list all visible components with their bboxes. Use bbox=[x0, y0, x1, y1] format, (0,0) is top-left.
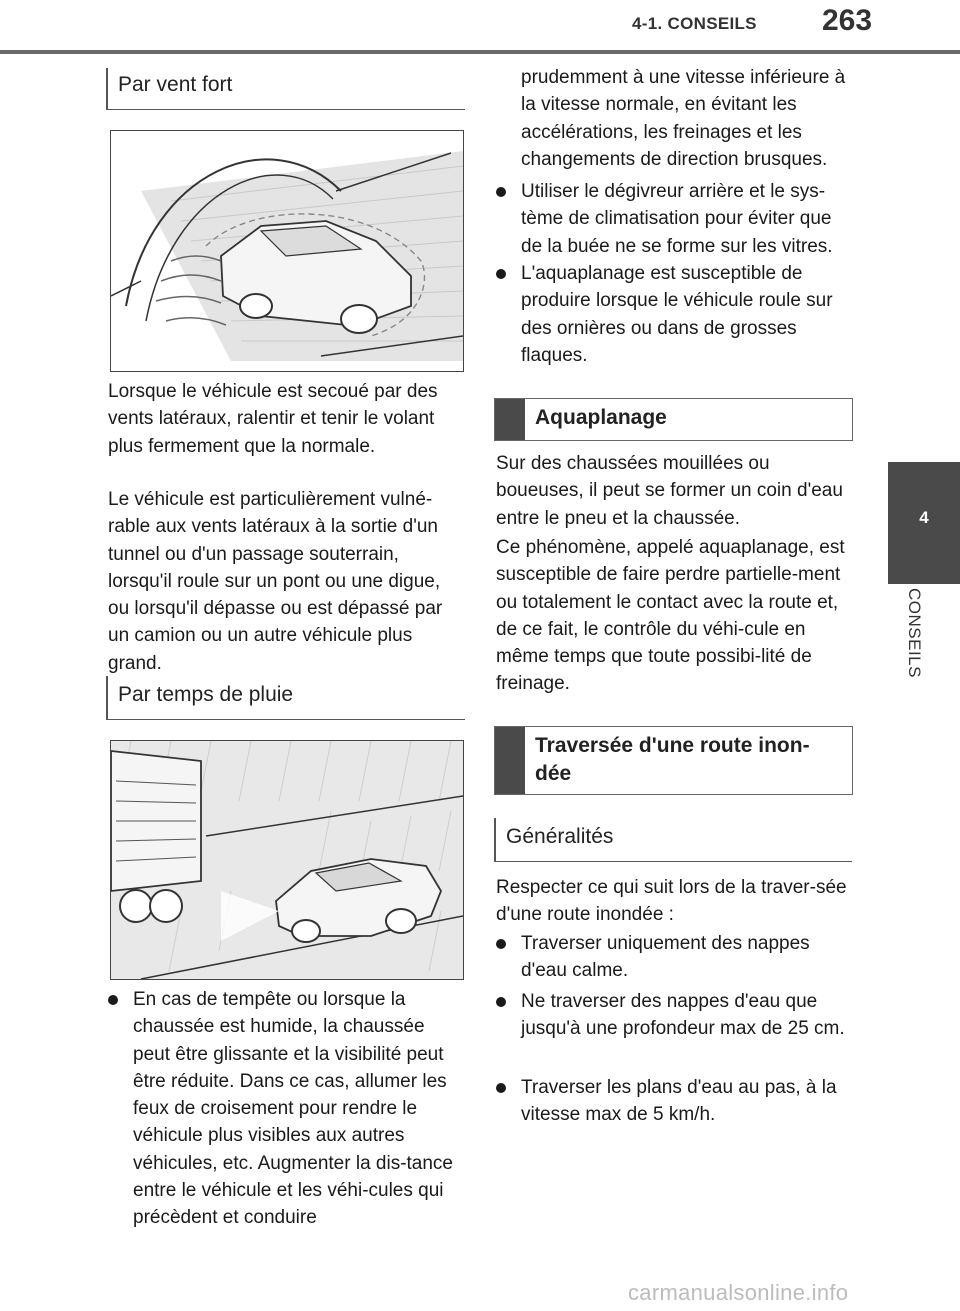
flood-bullet-3 bbox=[521, 1074, 851, 1129]
strong-wind-illustration bbox=[110, 130, 464, 372]
chapter-label: CONSEILS bbox=[905, 588, 924, 678]
aquaplaning-paragraph-1: Sur des chaussées mouillées ou boueuses, il peut se former un coin d'eau entre le pneu et la chaussée. bbox=[496, 453, 843, 529]
heading-text: Généralités bbox=[506, 825, 614, 848]
bullet-dot-icon bbox=[496, 187, 506, 197]
bullet-text: Traverser les plans d'eau au pas, à la vitesse max de 5 km/h. bbox=[521, 1077, 837, 1126]
bullet-text: Utiliser le dégivreur arrière et le sys-tème de climatisation pour éviter que de la buée ne se forme sur les vitres. bbox=[521, 181, 833, 257]
heading-text: Par vent fort bbox=[118, 73, 233, 96]
heading-aquaplaning bbox=[494, 398, 853, 441]
chapter-number: 4 bbox=[919, 508, 929, 527]
heading-rule bbox=[494, 861, 852, 862]
heading-rain bbox=[106, 676, 465, 720]
section-title: 4-1. CONSEILS bbox=[632, 14, 757, 33]
bullet-dot-icon bbox=[496, 997, 506, 1007]
heading-rule bbox=[106, 109, 465, 110]
heading-rule bbox=[106, 719, 465, 720]
heading-bar bbox=[106, 68, 108, 110]
bullet-text: Traverser uniquement des nappes d'eau calme. bbox=[521, 933, 810, 982]
watermark: carmanualsonline.info bbox=[628, 1280, 849, 1305]
rain-bullet-2 bbox=[521, 178, 851, 260]
rain-bullet-1-continued: prudemment à une vitesse inférieure à la vitesse normale, en évitant les accélérations, les freinages et les changements de direction brusques. bbox=[521, 67, 846, 170]
heading-marker bbox=[495, 399, 525, 440]
wind-paragraph-2: Le véhicule est particulièrement vulné-rable aux vents latéraux à la sortie d'un tunnel ou d'un passage souterrain, lorsqu'il roule sur un pont ou une digue, ou lorsqu'il dépasse ou est dépassé par un camion ou un autre véhicule plus grand. bbox=[108, 489, 443, 674]
header-rule bbox=[0, 50, 960, 54]
heading-bar bbox=[106, 676, 108, 720]
page-number: 263 bbox=[822, 4, 873, 37]
heading-text: Traversée d'une route inon-dée bbox=[535, 734, 810, 785]
rain-bullet-1 bbox=[133, 986, 463, 1232]
bullet-text: En cas de tempête ou lorsque la chaussée est humide, la chaussée peut être glissante et la visibilité peut être réduite. Dans ce cas, allumer les feux de croisement pour rendre le véhicule plus visibles aux autres véhicules, etc. Augmenter la dis-tance entre le véhicule et les véhi-cules qui précèdent et conduire bbox=[133, 989, 454, 1229]
flood-bullet-1 bbox=[521, 930, 851, 985]
wind-paragraph-1: Lorsque le véhicule est secoué par des vents latéraux, ralentir et tenir le volant plus fermement que la normale. bbox=[108, 381, 438, 457]
heading-general bbox=[494, 818, 852, 862]
rain-bullet-3 bbox=[521, 260, 851, 369]
aquaplaning-paragraph-2: Ce phénomène, appelé aquaplanage, est susceptible de faire perdre partielle-ment ou totalement le contact avec la route et, de ce fait, le contrôle du véhi-cule en même temps que toute possibi-lité de freinage. bbox=[496, 537, 845, 695]
bullet-dot-icon bbox=[496, 1083, 506, 1093]
flood-bullet-2 bbox=[521, 988, 851, 1043]
heading-text: Par temps de pluie bbox=[118, 683, 294, 706]
bullet-dot-icon bbox=[108, 995, 118, 1005]
general-paragraph: Respecter ce qui suit lors de la traver-sée d'une route inondée : bbox=[496, 877, 847, 926]
heading-flooded-road bbox=[494, 726, 853, 795]
heading-bar bbox=[494, 818, 496, 862]
heading-text: Aquaplanage bbox=[535, 406, 667, 429]
bullet-dot-icon bbox=[496, 269, 506, 279]
bullet-text: Ne traverser des nappes d'eau que jusqu'à une profondeur max de 25 cm. bbox=[521, 991, 845, 1040]
bullet-dot-icon bbox=[496, 939, 506, 949]
rain-illustration bbox=[110, 740, 464, 980]
car-in-wind-icon bbox=[111, 131, 463, 371]
car-in-rain-icon bbox=[111, 741, 463, 979]
heading-strong-wind bbox=[106, 68, 465, 110]
bullet-text: L'aquaplanage est susceptible de produire lorsque le véhicule roule sur des ornières ou dans de grosses flaques. bbox=[521, 263, 833, 366]
heading-marker bbox=[495, 727, 525, 794]
